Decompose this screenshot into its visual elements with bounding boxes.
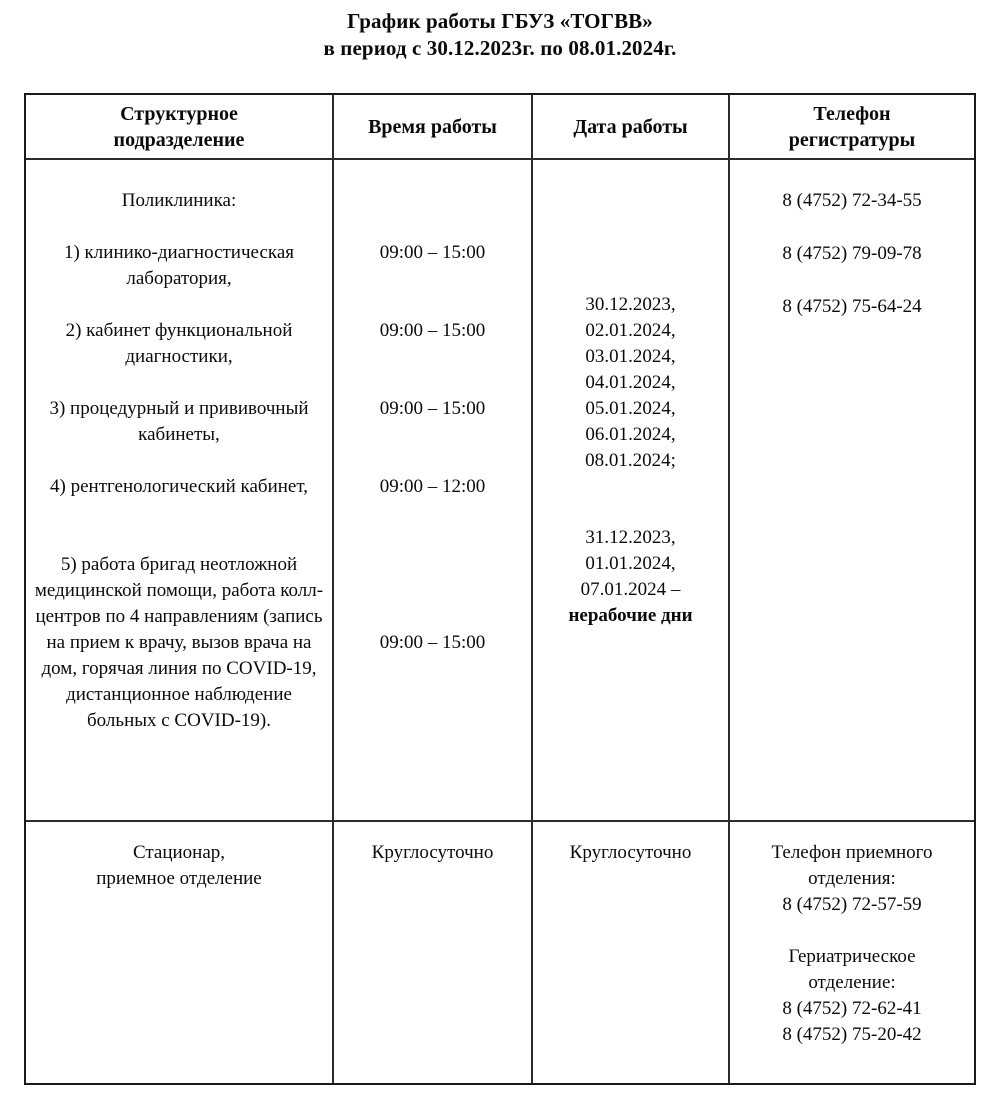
title-line-2: в период с 30.12.2023г. по 08.01.2024г. — [323, 36, 677, 60]
unit-item-3: 3) процедурный и прививочный кабинеты, — [49, 398, 309, 445]
geriatric-label-line-1: Гериатрическое — [788, 946, 916, 967]
working-time-1: 09:00 – 15:00 — [379, 242, 486, 263]
column-header-time: Время работы — [368, 115, 497, 138]
working-date-4: 04.01.2024, — [585, 372, 676, 393]
inpatient-working-date: Круглосуточно — [569, 842, 692, 863]
working-date-1: 30.12.2023, — [585, 294, 676, 315]
nonworking-date-3: 07.01.2024 – — [580, 579, 681, 600]
phone-block-spacer — [730, 918, 974, 944]
schedule-table — [24, 93, 976, 1085]
admission-label-line-2: отделения: — [808, 868, 896, 889]
working-date-3: 03.01.2024, — [585, 346, 676, 367]
column-header-unit — [26, 95, 332, 158]
admission-label-line-1: Телефон приемного — [771, 842, 933, 863]
title-line-1: График работы ГБУЗ «ТОГВВ» — [347, 9, 653, 33]
working-dates-list — [533, 292, 728, 474]
header-divider — [26, 158, 974, 160]
nonworking-date-1: 31.12.2023, — [585, 527, 676, 548]
column-header-unit-line-2: подразделение — [113, 128, 245, 151]
geriatric-label-line-2: отделение: — [808, 972, 896, 993]
column-header-phone-line-1: Телефон — [813, 102, 891, 125]
unit-inpatient-line-2: приемное отделение — [96, 868, 262, 889]
working-time-3: 09:00 – 15:00 — [379, 398, 486, 419]
row-divider — [26, 820, 974, 822]
geriatric-phone-2: 8 (4752) 75-20-42 — [782, 1024, 922, 1045]
working-time-2: 09:00 – 15:00 — [379, 320, 486, 341]
working-date-2: 02.01.2024, — [585, 320, 676, 341]
inpatient-working-time: Круглосуточно — [371, 842, 494, 863]
working-date-5: 05.01.2024, — [585, 398, 676, 419]
registry-phone-2: 8 (4752) 79-09-78 — [782, 243, 922, 264]
inpatient-phone-block — [730, 840, 974, 1048]
column-header-phone — [730, 95, 974, 158]
unit-item-5: 5) работа бригад неотложной медицинской помощи, работа колл-центров по 4 направлениям (запись на прием к врачу, вызов врача на дом, горячая линия по COVID-19, дистанционное наблюдение больных с COVID-19). — [34, 554, 324, 731]
nonworking-dates-list — [533, 525, 728, 629]
geriatric-phone-1: 8 (4752) 72-62-41 — [782, 998, 922, 1019]
nonworking-days-label: нерабочие дни — [568, 605, 693, 626]
unit-item-1: 1) клинико-диагностическая лаборатория, — [63, 242, 294, 289]
working-date-6: 06.01.2024, — [585, 424, 676, 445]
unit-item-2: 2) кабинет функциональной диагностики, — [65, 320, 293, 367]
column-header-unit-line-1: Структурное — [120, 102, 238, 125]
nonworking-date-2: 01.01.2024, — [585, 553, 676, 574]
column-header-phone-line-2: регистратуры — [788, 128, 916, 151]
unit-item-4: 4) рентгенологический кабинет, — [50, 476, 308, 497]
unit-heading-inpatient — [26, 840, 332, 892]
admission-phone: 8 (4752) 72-57-59 — [782, 894, 922, 915]
working-date-7: 08.01.2024; — [585, 450, 676, 471]
working-time-5: 09:00 – 15:00 — [379, 632, 486, 653]
unit-inpatient-line-1: Стационар, — [132, 842, 226, 863]
unit-heading-polyclinic: Поликлиника: — [121, 190, 237, 211]
registry-phone-1: 8 (4752) 72-34-55 — [782, 190, 922, 211]
working-time-4: 09:00 – 12:00 — [379, 476, 486, 497]
page-title — [0, 8, 1000, 62]
column-header-date: Дата работы — [573, 115, 688, 138]
registry-phone-3: 8 (4752) 75-64-24 — [782, 296, 922, 317]
